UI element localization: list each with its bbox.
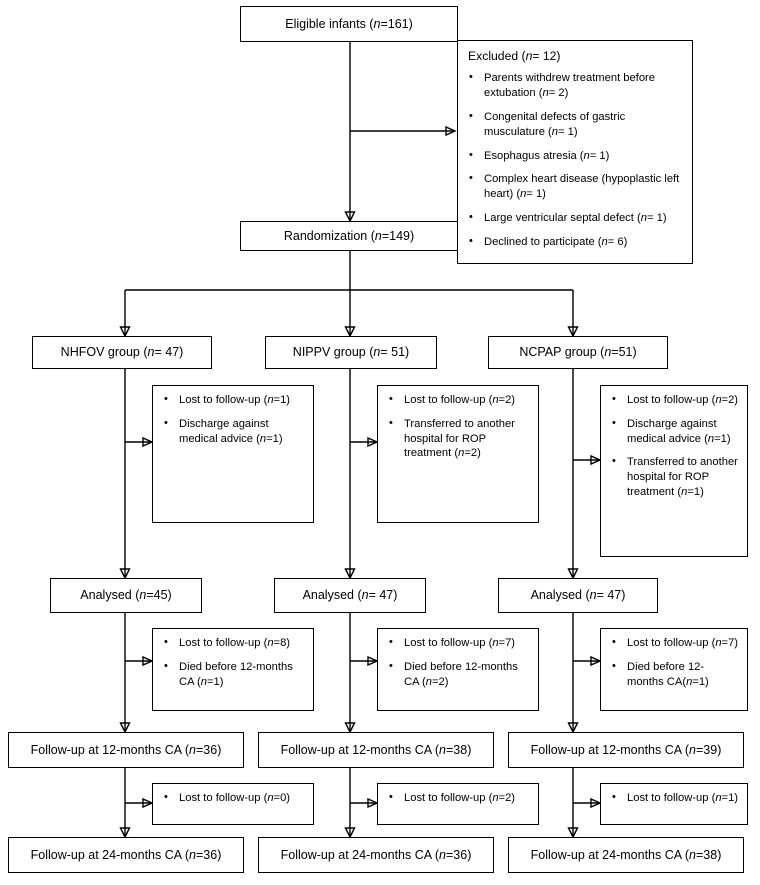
node-analysed-nhfov-label: Analysed (n=45)	[80, 588, 172, 603]
list-item: • Lost to follow-up (n=1)	[609, 791, 739, 806]
node-followup24-nhfov	[8, 837, 244, 873]
list-item: • Discharge against medical advice (n=1)	[609, 417, 739, 447]
node-loss-nhfov-3	[152, 783, 314, 825]
list-item: • Died before 12-months CA(n=1)	[609, 660, 739, 690]
list-item: • Transferred to another hospital for ROP treatment (n=2)	[386, 417, 530, 461]
node-analysed-nippv-label: Analysed (n= 47)	[302, 588, 398, 603]
node-loss-nippv-3-list	[386, 791, 530, 806]
node-followup12-nhfov	[8, 732, 244, 768]
node-followup12-nippv-label: Follow-up at 12-months CA (n=38)	[280, 742, 472, 757]
node-group-ncpap-label: NCPAP group (n=51)	[519, 345, 637, 360]
list-item: • Complex heart disease (hypoplastic left heart) (n= 1)	[466, 172, 684, 202]
node-loss-nippv-3	[377, 783, 539, 825]
node-loss-nhfov-2	[152, 628, 314, 711]
list-item: • Esophagus atresia (n= 1)	[466, 149, 684, 164]
node-followup12-nhfov-label: Follow-up at 12-months CA (n=36)	[30, 742, 222, 757]
node-followup12-ncpap-label: Follow-up at 12-months CA (n=39)	[530, 742, 722, 757]
node-loss-nippv-2	[377, 628, 539, 711]
node-loss-nippv-1	[377, 385, 539, 523]
node-analysed-ncpap-label: Analysed (n= 47)	[530, 588, 626, 603]
node-group-nhfov	[32, 336, 212, 369]
node-loss-nhfov-1-list	[161, 393, 305, 446]
node-group-nhfov-label: NHFOV group (n= 47)	[60, 345, 184, 360]
node-loss-nippv-1-list	[386, 393, 530, 461]
node-randomization-label: Randomization (n=149)	[283, 228, 415, 243]
node-followup24-ncpap-label: Follow-up at 24-months CA (n=38)	[530, 847, 722, 862]
node-analysed-nhfov	[50, 578, 202, 613]
list-item: • Lost to follow-up (n=1)	[161, 393, 305, 408]
list-item: • Declined to participate (n= 6)	[466, 235, 684, 250]
list-item: • Lost to follow-up (n=0)	[161, 791, 305, 806]
node-loss-nhfov-3-list	[161, 791, 305, 806]
list-item: • Died before 12-months CA (n=2)	[386, 660, 530, 690]
list-item: • Lost to follow-up (n=2)	[386, 791, 530, 806]
node-followup24-nhfov-label: Follow-up at 24-months CA (n=36)	[30, 847, 222, 862]
node-loss-nhfov-1	[152, 385, 314, 523]
list-item: • Lost to follow-up (n=2)	[609, 393, 739, 408]
node-loss-ncpap-3	[600, 783, 748, 825]
node-followup24-nippv-label: Follow-up at 24-months CA (n=36)	[280, 847, 472, 862]
node-analysed-ncpap	[498, 578, 658, 613]
node-group-nippv	[265, 336, 437, 369]
list-item: • Parents withdrew treatment before extubation (n= 2)	[466, 71, 684, 101]
node-loss-ncpap-1	[600, 385, 748, 557]
list-item: • Lost to follow-up (n=8)	[161, 636, 305, 651]
list-item: • Congenital defects of gastric musculature (n= 1)	[466, 110, 684, 140]
list-item: • Lost to follow-up (n=7)	[609, 636, 739, 651]
list-item: • Large ventricular septal defect (n= 1)	[466, 211, 684, 226]
node-loss-ncpap-2-list	[609, 636, 739, 689]
node-excluded-list	[466, 71, 684, 249]
node-loss-nhfov-2-list	[161, 636, 305, 689]
node-followup12-nippv	[258, 732, 494, 768]
node-group-nippv-label: NIPPV group (n= 51)	[292, 345, 410, 360]
node-analysed-nippv	[274, 578, 426, 613]
list-item: • Discharge against medical advice (n=1)	[161, 417, 305, 447]
node-loss-ncpap-1-list	[609, 393, 739, 500]
node-followup24-nippv	[258, 837, 494, 873]
list-item: • Died before 12-months CA (n=1)	[161, 660, 305, 690]
node-loss-ncpap-2	[600, 628, 748, 711]
node-eligible-infants-label: Eligible infants (n=161)	[285, 16, 413, 31]
list-item: • Lost to follow-up (n=2)	[386, 393, 530, 408]
node-followup12-ncpap	[508, 732, 744, 768]
list-item: • Transferred to another hospital for ROP treatment (n=1)	[609, 455, 739, 499]
node-eligible-infants	[240, 6, 458, 42]
list-item: • Lost to follow-up (n=7)	[386, 636, 530, 651]
node-excluded	[457, 40, 693, 264]
node-loss-ncpap-3-list	[609, 791, 739, 806]
node-excluded-title: Excluded (n= 12)	[468, 49, 561, 63]
node-loss-nippv-2-list	[386, 636, 530, 689]
node-group-ncpap	[488, 336, 668, 369]
node-randomization	[240, 221, 458, 251]
node-followup24-ncpap	[508, 837, 744, 873]
